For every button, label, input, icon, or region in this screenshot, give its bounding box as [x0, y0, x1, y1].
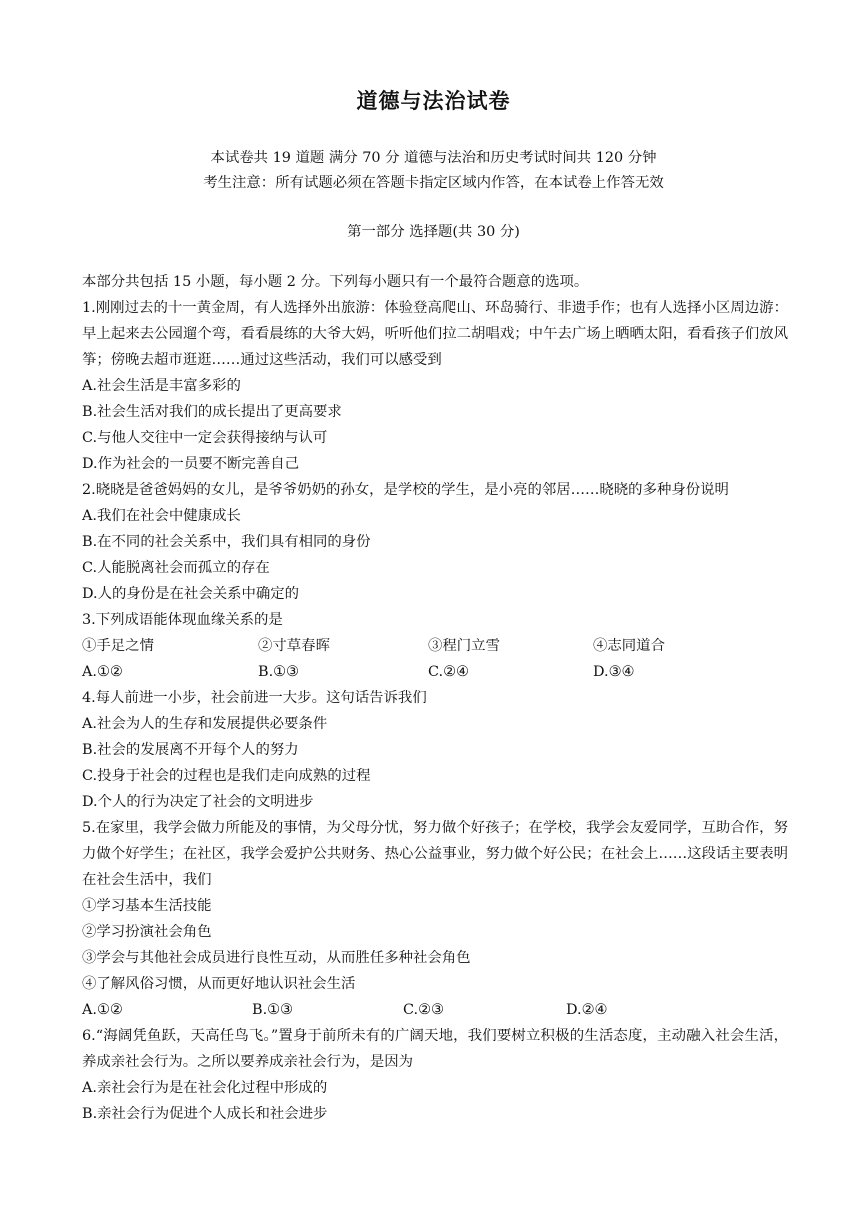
option-a: A.①② [82, 1002, 123, 1018]
item-row [82, 633, 788, 659]
question-stem: 2.晓晓是爸爸妈妈的女儿，是爷爷奶奶的孙女，是学校的学生，是小亮的邻居……晓晓的多种身份说明 [82, 482, 729, 498]
section-heading: 第一部分 选择题(共 30 分) [347, 224, 520, 240]
item-4: ④志同道合 [593, 638, 665, 654]
question-stem: 4.每人前进一小步，社会前进一大步。这句话告诉我们 [82, 690, 427, 706]
option-d: D.作为社会的一员要不断完善自己 [82, 456, 300, 472]
page-title: 道德与法治试卷 [356, 89, 511, 113]
option-c: C.人能脱离社会而孤立的存在 [82, 560, 270, 576]
option-row [82, 997, 788, 1023]
option-a: A.社会为人的生存和发展提供必要条件 [82, 716, 328, 732]
option-d: D.个人的行为决定了社会的文明进步 [82, 794, 314, 810]
option-a: A.亲社会行为是在社会化过程中形成的 [82, 1080, 328, 1096]
option-b: B.在不同的社会关系中，我们具有相同的身份 [82, 534, 371, 550]
question-stem: 6.“海阔凭鱼跃，天高任鸟飞。”置身于前所未有的广阔天地，我们要树立积极的生活态度，主动融入社会生活，养成亲社会行为。之所以要养成亲社会行为，是因为 [82, 1028, 788, 1070]
option-a: A.社会生活是丰富多彩的 [82, 378, 241, 394]
item-2: ②寸草春晖 [258, 638, 330, 654]
question-stem: 1.刚刚过去的十一黄金周，有人选择外出旅游：体验登高爬山、环岛骑行、非遗手作；也有人选择小区周边游：早上起来去公园遛个弯，看看晨练的大爷大妈，听听他们拉二胡唱戏；中午去广场上晒晒太阳，看看孩子们放风筝；傍晚去超市逛逛……通过这些活动，我们可以感受到 [82, 300, 788, 368]
option-c: C.与他人交往中一定会获得接纳与认可 [82, 430, 328, 446]
question-body [82, 269, 788, 1127]
option-c: C.②④ [428, 664, 469, 680]
option-b: B.亲社会行为促进个人成长和社会进步 [82, 1106, 328, 1122]
option-b: B.社会的发展离不开每个人的努力 [82, 742, 299, 758]
item-3: ③学会与其他社会成员进行良性互动，从而胜任多种社会角色 [82, 950, 471, 966]
item-4: ④了解风俗习惯，从而更好地认识社会生活 [82, 976, 356, 992]
option-c: C.②③ [403, 1002, 444, 1018]
item-3: ③程门立雪 [428, 638, 500, 654]
option-b: B.①③ [258, 664, 299, 680]
item-1: ①学习基本生活技能 [82, 898, 212, 914]
option-b: B.社会生活对我们的成长提出了更高要求 [82, 404, 342, 420]
option-row [82, 659, 788, 685]
option-a: A.①② [82, 664, 123, 680]
option-c: C.投身于社会的过程也是我们走向成熟的过程 [82, 768, 371, 784]
option-d: D.人的身份是在社会关系中确定的 [82, 586, 300, 602]
option-b: B.①③ [252, 1002, 293, 1018]
option-a: A.我们在社会中健康成长 [82, 508, 241, 524]
section-instructions: 本部分共包括 15 小题，每小题 2 分。下列每小题只有一个最符合题意的选项。 [82, 274, 589, 290]
exam-notice-line: 考生注意：所有试题必须在答题卡指定区域内作答，在本试卷上作答无效 [203, 175, 664, 191]
option-d: D.②④ [566, 1002, 608, 1018]
item-2: ②学习扮演社会角色 [82, 924, 212, 940]
exam-info-line: 本试卷共 19 道题 满分 70 分 道德与法治和历史考试时间共 120 分钟 [210, 150, 657, 166]
option-d: D.③④ [593, 664, 635, 680]
question-stem: 3.下列成语能体现血缘关系的是 [82, 612, 283, 628]
question-stem: 5.在家里，我学会做力所能及的事情，为父母分忧，努力做个好孩子；在学校，我学会友爱同学，互助合作，努力做个好学生；在社区，我学会爱护公共财务、热心公益事业，努力做个好公民；在社会上……这段话主要表明在社会生活中，我们 [82, 820, 788, 888]
item-1: ①手足之情 [82, 638, 154, 654]
